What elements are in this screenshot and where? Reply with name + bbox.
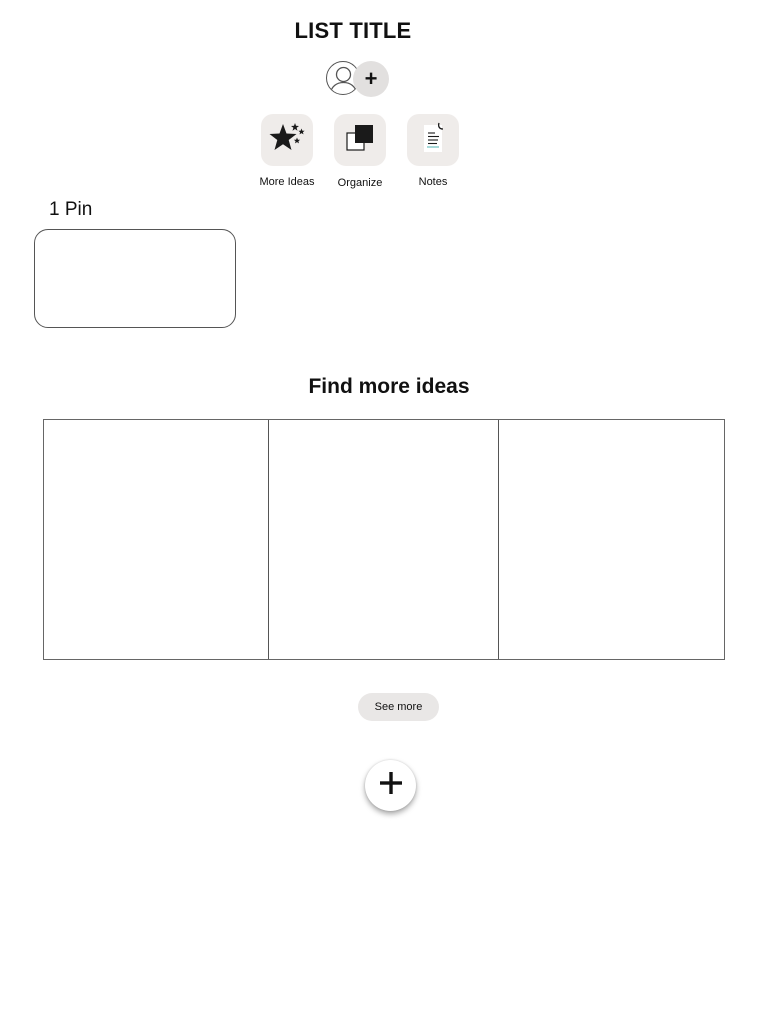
plus-icon: + [364,66,378,91]
more-ideas-button[interactable] [247,114,327,188]
find-more-ideas-heading: Find more ideas [308,375,470,398]
pin-card[interactable] [34,229,236,328]
page-title: LIST TITLE [294,18,412,43]
more-ideas-label: More Ideas [259,176,315,188]
plus-icon [379,771,403,800]
organize-button[interactable] [320,114,400,189]
ideas-grid [43,419,725,660]
notes-label: Notes [418,176,448,188]
organize-tile [334,114,386,166]
collaborators-group [326,60,390,98]
notes-tile [407,114,459,166]
organize-squares-icon [345,123,375,158]
idea-card[interactable] [269,420,499,659]
idea-card[interactable] [499,420,724,659]
pin-count: 1 Pin [49,199,93,220]
add-pin-fab-button[interactable] [365,760,416,811]
see-more-button[interactable]: See more [358,693,439,721]
add-collaborator-button[interactable] [353,61,389,97]
organize-label: Organize [337,177,383,189]
idea-card[interactable] [44,420,269,659]
more-ideas-tile [261,114,313,166]
notes-document-icon [419,122,447,159]
sparkle-star-icon [269,122,305,159]
notes-button[interactable] [393,114,473,188]
